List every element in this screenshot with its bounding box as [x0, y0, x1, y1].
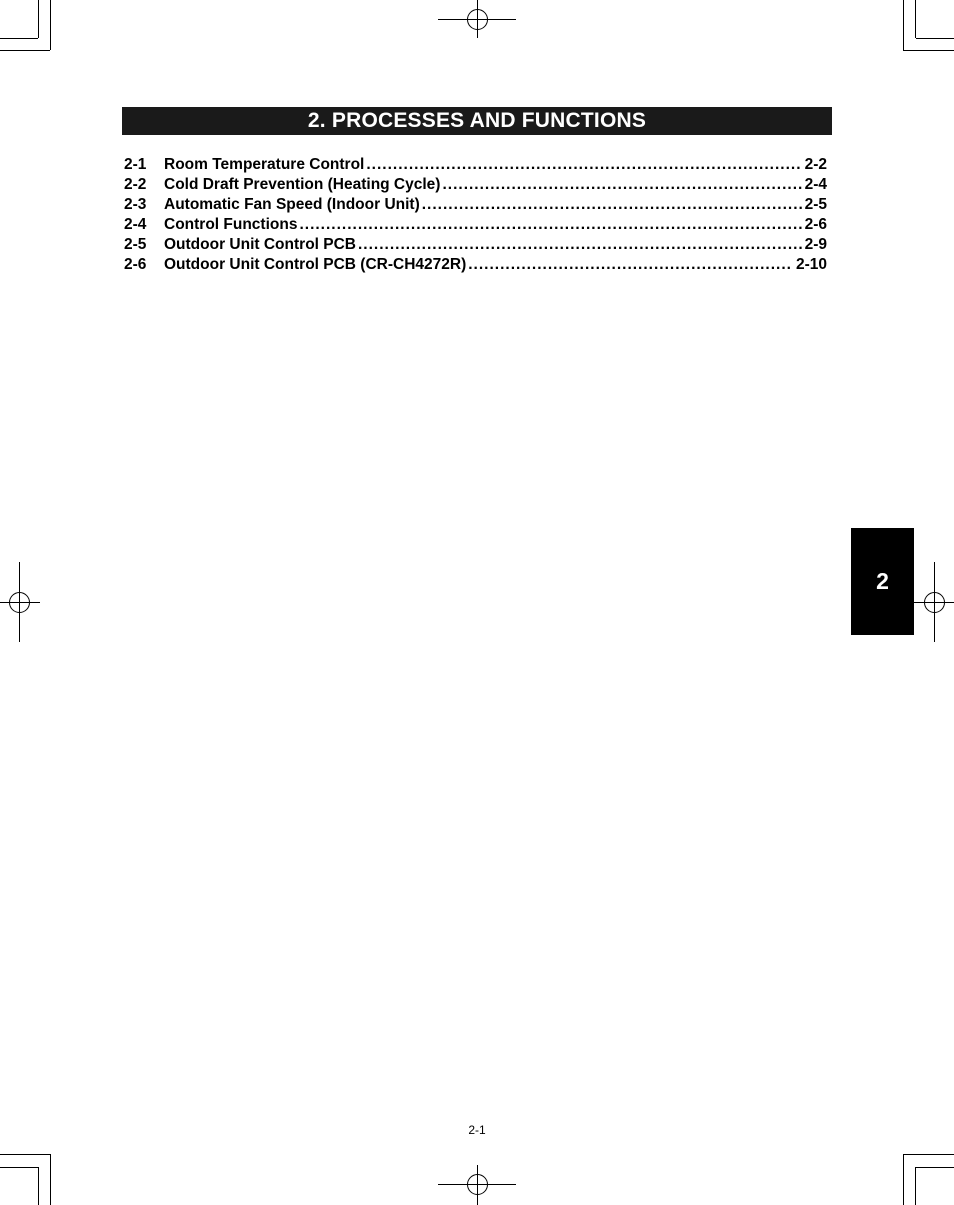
toc-entry-number: 2-2 — [124, 176, 147, 193]
toc-entry-page: 2-9 — [804, 236, 827, 253]
toc-entry-number: 2-4 — [124, 216, 147, 233]
toc-entry-page: 2-5 — [804, 196, 827, 213]
toc-leader-dots — [366, 156, 801, 174]
toc-entry-2-5[interactable] — [124, 236, 827, 256]
table-of-contents — [124, 156, 827, 276]
toc-entry-2-3[interactable] — [124, 196, 827, 216]
toc-entry-number: 2-1 — [124, 156, 147, 173]
page-number: 2-1 — [468, 1123, 486, 1137]
section-title-bar — [122, 107, 832, 135]
toc-entry-page: 2-2 — [804, 156, 827, 173]
toc-entry-page: 2-6 — [804, 216, 827, 233]
toc-entry-title: Room Temperature Control — [164, 156, 365, 173]
toc-entry-title: Cold Draft Prevention (Heating Cycle) — [164, 176, 441, 193]
toc-entry-title: Outdoor Unit Control PCB — [164, 236, 356, 253]
toc-entry-title: Control Functions — [164, 216, 298, 233]
toc-entry-title: Outdoor Unit Control PCB (CR-CH4272R) — [164, 256, 467, 273]
toc-entry-2-6[interactable] — [124, 256, 827, 276]
chapter-number: 2 — [876, 568, 889, 594]
chapter-side-tab — [851, 528, 914, 635]
toc-leader-dots — [422, 196, 802, 214]
toc-leader-dots — [358, 236, 802, 254]
toc-entry-title: Automatic Fan Speed (Indoor Unit) — [164, 196, 420, 213]
toc-entry-2-4[interactable] — [124, 216, 827, 236]
toc-leader-dots — [299, 216, 801, 234]
toc-entry-2-2[interactable] — [124, 176, 827, 196]
toc-entry-page: 2-4 — [804, 176, 827, 193]
toc-entry-number: 2-5 — [124, 236, 147, 253]
section-title: 2. PROCESSES AND FUNCTIONS — [307, 109, 647, 132]
toc-entry-number: 2-6 — [124, 256, 147, 273]
toc-leader-dots — [468, 256, 793, 274]
toc-entry-page: 2-10 — [795, 256, 827, 273]
toc-entry-2-1[interactable] — [124, 156, 827, 176]
toc-leader-dots — [442, 176, 801, 194]
toc-entry-number: 2-3 — [124, 196, 147, 213]
